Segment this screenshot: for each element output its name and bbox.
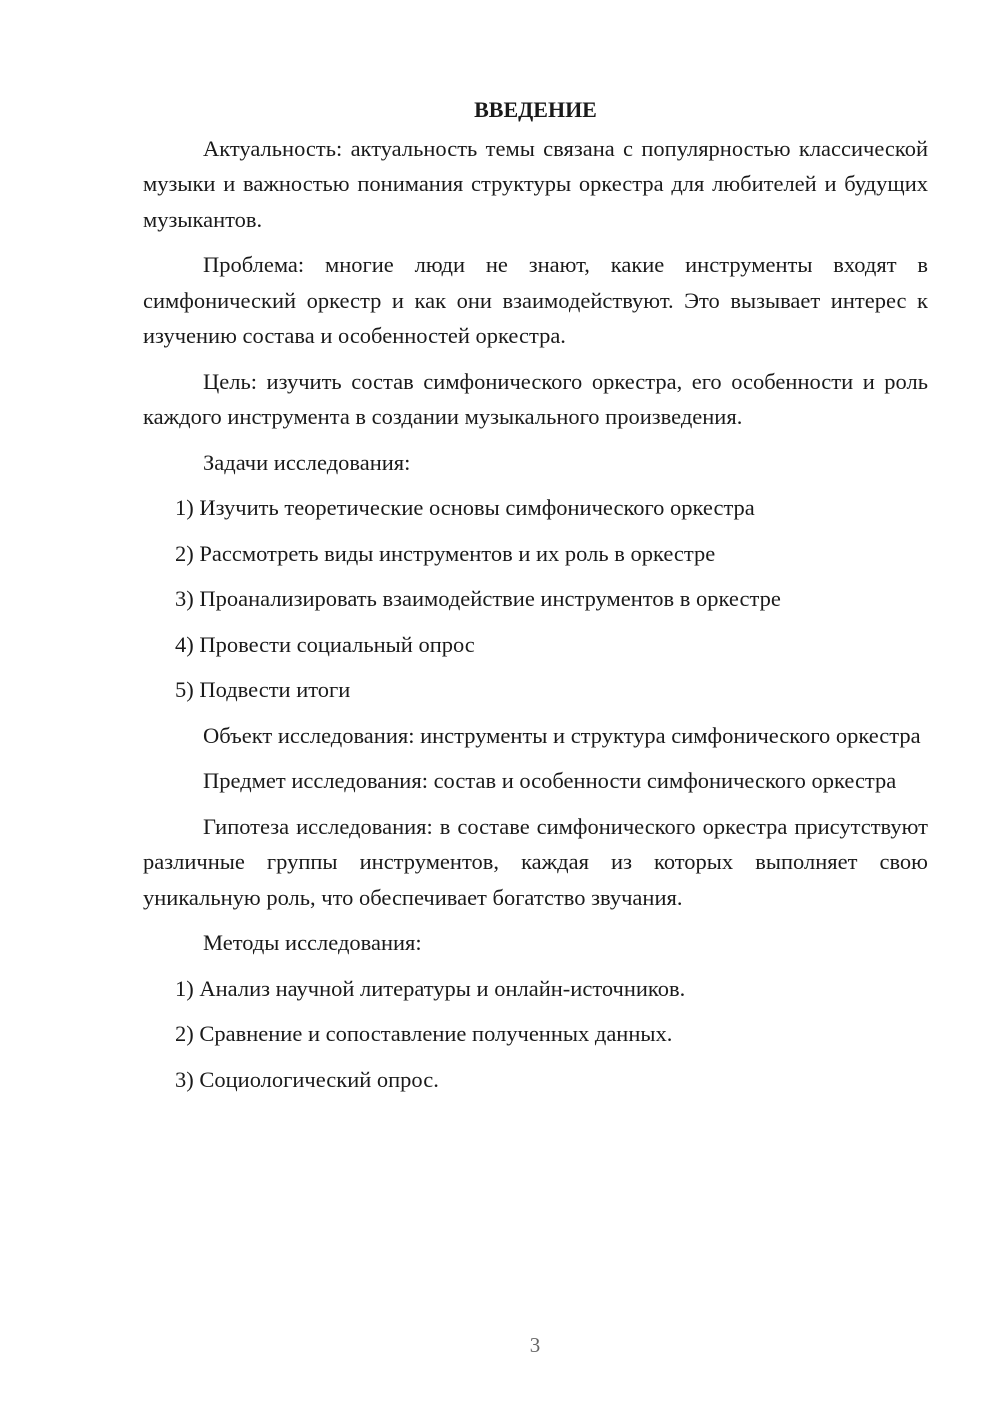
list-item: 5) Подвести итоги (175, 677, 351, 702)
hypothesis-paragraph: Гипотеза исследования: в составе симфонического оркестра присутствуют различные группы инструментов, каждая из которых выполняет свою уникальную роль, что обеспечивает богатство звучания. (143, 813, 928, 910)
document-body (143, 92, 928, 1107)
list-item: 2) Рассмотреть виды инструментов и их роль в оркестре (175, 540, 716, 566)
goal-paragraph: Цель: изучить состав симфонического оркестра, его особенности и роль каждого инструмента в создании музыкального произведения. (143, 368, 928, 429)
object-paragraph: Объект исследования: инструменты и структура симфонического оркестра (203, 722, 921, 748)
list-item: 1) Анализ научной литературы и онлайн-источников. (175, 975, 686, 1001)
subject-paragraph: Предмет исследования: состав и особенности симфонического оркестра (203, 768, 897, 793)
list-item: 3) Проанализировать взаимодействие инструментов в оркестре (175, 586, 781, 611)
methods-heading: Методы исследования: (203, 930, 422, 955)
list-item: 4) Провести социальный опрос (175, 631, 475, 657)
list-item: 1) Изучить теоретические основы симфонического оркестра (175, 495, 755, 520)
tasks-list (143, 490, 928, 708)
page-number: 3 (529, 1333, 541, 1357)
list-item: 3) Социологический опрос. (175, 1066, 439, 1092)
relevance-paragraph: Актуальность: актуальность темы связана с популярностью классической музыки и важностью понимания структуры оркестра для любителей и будущих музыкантов. (143, 135, 928, 232)
methods-list (143, 971, 928, 1098)
list-item: 2) Сравнение и сопоставление полученных данных. (175, 1021, 673, 1046)
problem-paragraph: Проблема: многие люди не знают, какие инструменты входят в симфонический оркестр и как они взаимодействуют. Это вызывает интерес к изучению состава и особенностей оркестра. (143, 252, 928, 348)
page-title: ВВЕДЕНИЕ (474, 97, 597, 122)
tasks-heading: Задачи исследования: (203, 449, 411, 475)
